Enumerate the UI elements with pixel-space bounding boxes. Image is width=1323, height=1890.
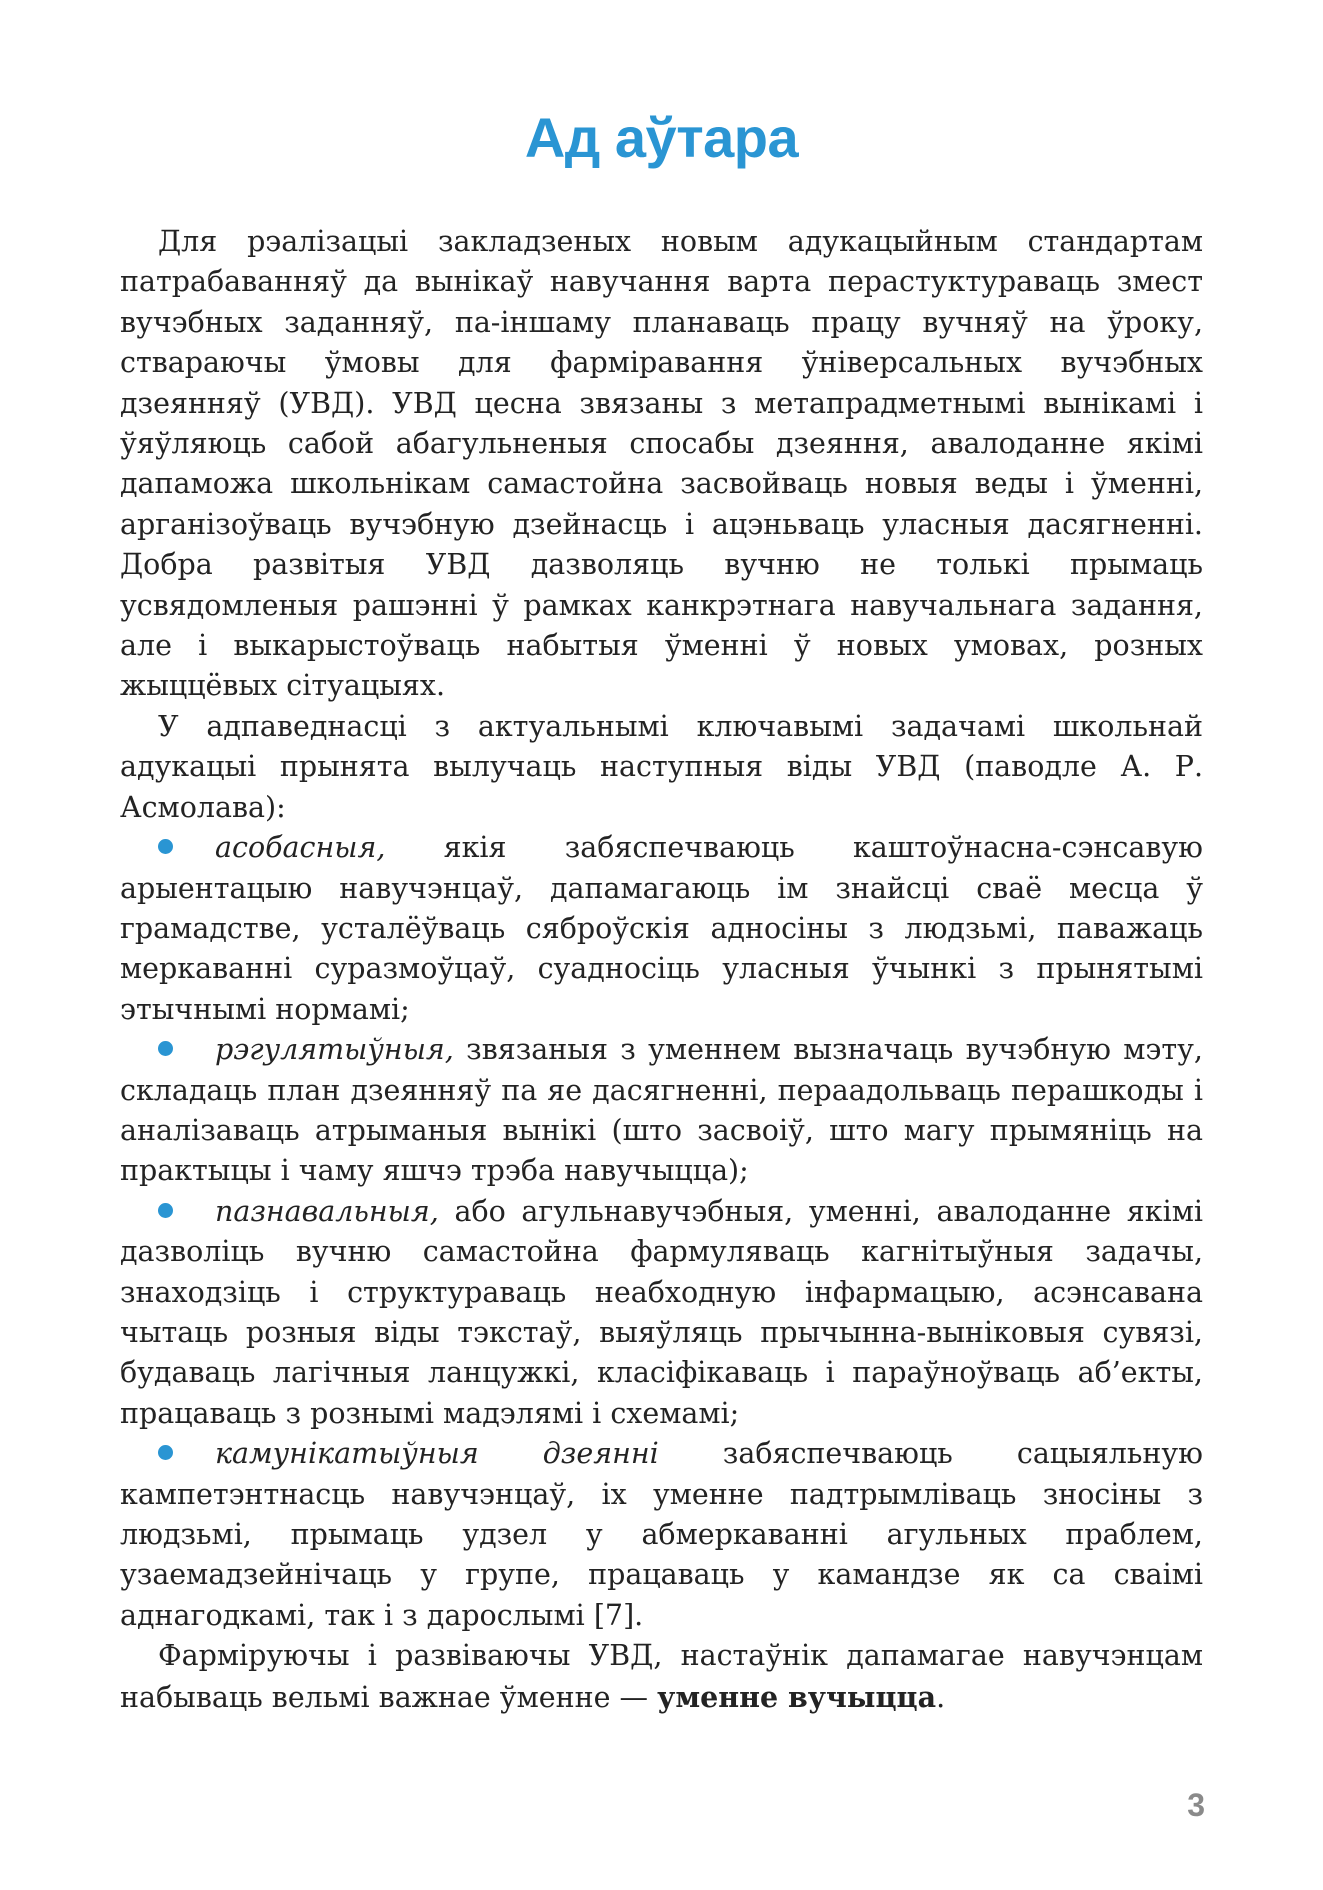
- list-item-term: камунікатыўныя дзеянні: [215, 1437, 659, 1471]
- list-item-text: якія забяспечваюць каштоўнасна-сэнсавую арыентацыю навучэнцаў, дапамагаюць ім знайсці сваё месца ў грамадстве, усталёўваць сяброўскія адносіны з людзьмі, паважаць меркаванні суразмоўцаў, суадносіць уласныя ўчынкі з прынятымі этычнымі нормамі;: [120, 831, 1203, 1026]
- bullet-icon: [158, 1041, 173, 1056]
- closing-end: .: [936, 1680, 946, 1714]
- page-number: 3: [1187, 1787, 1205, 1823]
- list-item: [120, 828, 1203, 1030]
- bullet-icon: [158, 839, 173, 854]
- bullet-icon: [158, 1445, 173, 1460]
- types-intro-paragraph: У адпаведнасці з актуальнымі ключавымі задачамі школьнай адукацыі прынята вылучаць наступныя віды УВД (паводле А. Р. Асмолава):: [120, 709, 1203, 824]
- list-item-term: рэгулятыўныя,: [215, 1033, 454, 1067]
- list-item-text: забяспечваюць сацыяльную кампетэнтнасць навучэнцаў, іх уменне падтрымліваць зносіны з людзьмі, прымаць удзел у абмеркаванні агульных праблем, узаемадзейнічаць у групе, працаваць у камандзе як са сваімі аднагодкамі, так і з дарослымі [7].: [120, 1437, 1203, 1632]
- list-item-text: звязаныя з уменнем вызначаць вучэбную мэту, складаць план дзеянняў па яе дасягненні, пераадольваць перашкоды і аналізаваць атрыманыя вынікі (што засвоіў, што магу прымяніць на практыцы і чаму яшчэ трэба навучыцца);: [120, 1033, 1203, 1188]
- closing-paragraph: [120, 1636, 1203, 1718]
- list-item: [120, 1192, 1203, 1434]
- intro-paragraph: Для рэалізацыі закладзеных новым адукацыйным стандартам патрабаванняў да вынікаў навучання варта перастуктураваць змест вучэбных заданняў, па-іншаму планаваць працу вучняў на ўроку, ствараючы ўмовы для фарміравання ўніверсальных вучэбных дзеянняў (УВД). УВД цесна звязаны з метапрадметнымі вынікамі і ўяўляюць сабой абагульненыя спосабы дзеяння, авалоданне якімі дапаможа школьнікам самастойна засвойваць новыя веды і ўменні, арганізоўваць вучэбную дзейнасць і ацэньваць уласныя дасягненні. Добра развітыя УВД дазволяць вучню не толькі прымаць усвядомленыя рашэнні ў рамках канкрэтнага навучальнага задання, але і выкарыстоўваць набытыя ўменні ў новых умовах, розных жыццёвых сітуацыях.: [120, 225, 1203, 703]
- list-item: [120, 1434, 1203, 1636]
- list-item: [120, 1030, 1203, 1192]
- body-text: [120, 222, 1203, 1718]
- page-title: Ад аўтара: [524, 106, 799, 169]
- closing-emphasis: уменне вучыцца: [657, 1679, 937, 1714]
- closing-text: Фарміруючы і развіваючы УВД, настаўнік дапамагае навучэнцам набываць вельмі важнае ўменне —: [120, 1639, 1203, 1714]
- list-item-text: або агульнавучэбныя, уменні, авалоданне якімі дазволіць вучню самастойна фармуляваць кагнітыўныя задачы, знаходзіць і структураваць неабходную інфармацыю, асэнсавана чытаць розныя віды тэкстаў, выяўляць прычынна-выніковыя сувязі, будаваць лагічныя ланцужкі, класіфікаваць і параўноўваць аб’екты, працаваць з рознымі мадэлямі і схемамі;: [120, 1194, 1203, 1430]
- bullet-icon: [158, 1203, 173, 1218]
- list-item-term: асобасныя,: [215, 831, 386, 865]
- list-item-term: пазнавальныя,: [215, 1194, 439, 1228]
